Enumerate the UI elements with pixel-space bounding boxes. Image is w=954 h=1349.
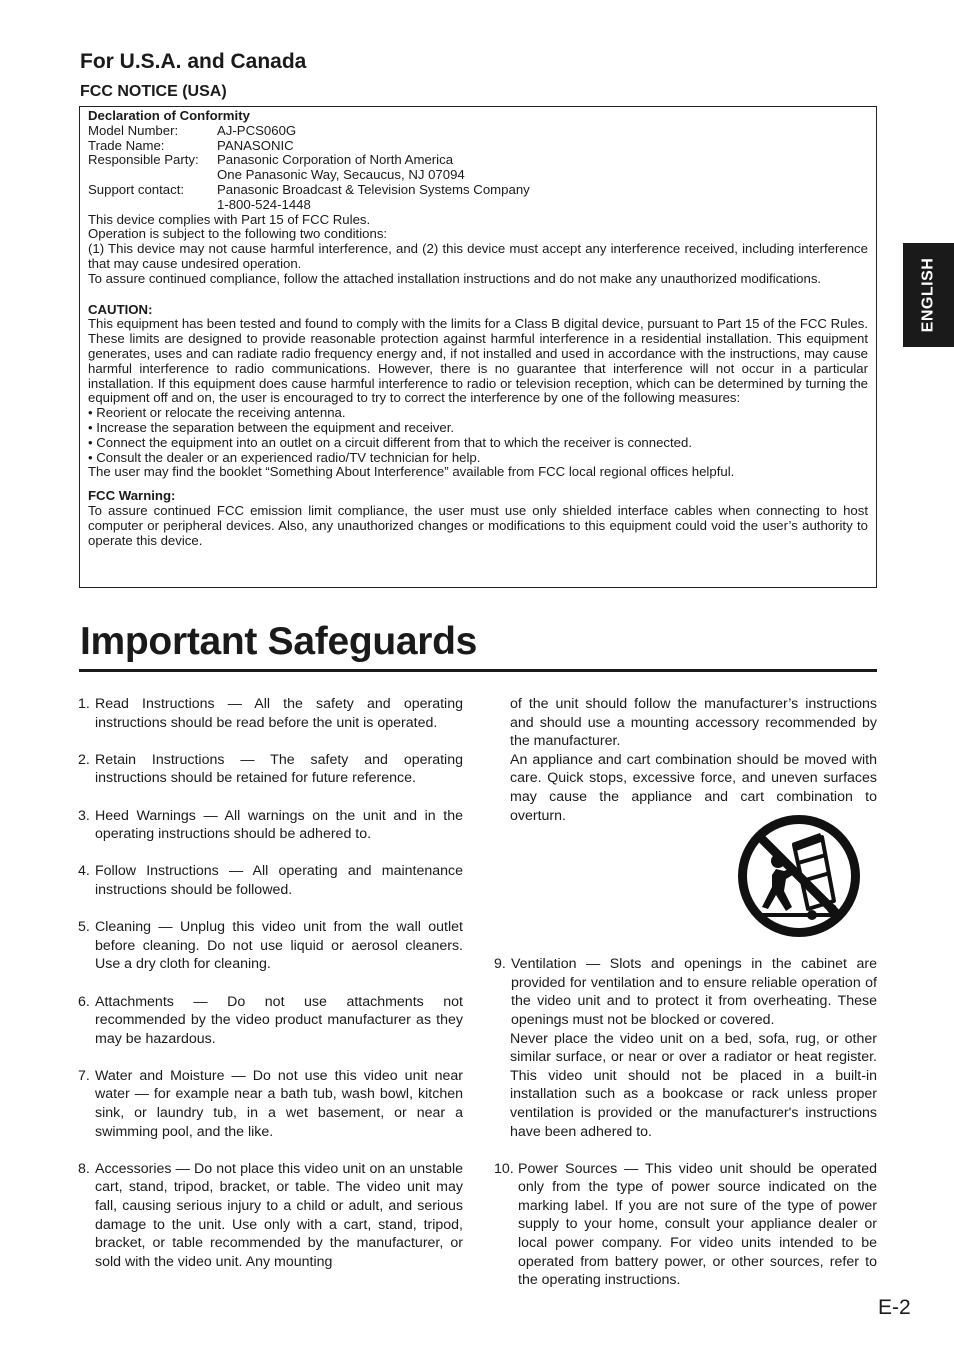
item-number: 1. bbox=[78, 696, 90, 712]
safeguards-right-column bbox=[494, 695, 877, 1290]
language-tab-label: ENGLISH bbox=[919, 257, 937, 333]
item8-cart-text: An appliance and cart combination should be moved with care. Quick stops, excessive force, and uneven surfaces may cause the appliance and cart combination to overturn. bbox=[510, 751, 877, 824]
language-tab bbox=[903, 243, 954, 347]
measure-item: • Consult the dealer or an experienced radio/TV technician for help. bbox=[88, 449, 481, 465]
conditions-text: (1) This device may not cause harmful interference, and (2) this device must accept any interference received, including interference that may cause undesired operation. bbox=[88, 241, 868, 271]
safeguard-item bbox=[494, 955, 877, 1029]
fcc-warning-heading: FCC Warning: bbox=[88, 488, 176, 504]
item-text: Retain Instructions — The safety and operating instructions should be retained for future reference. bbox=[95, 751, 463, 787]
item-number: 4. bbox=[78, 863, 90, 880]
field-value: AJ-PCS060G bbox=[217, 122, 297, 138]
item-number: 6. bbox=[78, 993, 90, 1010]
safeguard-item bbox=[78, 993, 463, 1049]
field-value: PANASONIC bbox=[217, 137, 294, 153]
compliance-line: Operation is subject to the following two conditions: bbox=[88, 226, 388, 242]
caution-heading: CAUTION: bbox=[88, 301, 153, 317]
item-text: Accessories — Do not place this video unit on an unstable cart, stand, tripod, bracket, or table. The video unit may fall, causing serious injury to a child or adult, and serious damage to the unit. Use only with a cart, stand, tripod, bracket, or table recommended by the manufacturer, or sold with the video unit. Any mounting bbox=[95, 1160, 463, 1270]
continued-compliance-text: To assure continued compliance, follow the attached installation instructions and do not make any unauthorized modifications. bbox=[88, 270, 822, 286]
page-title: Important Safeguards bbox=[80, 620, 478, 663]
fcc-notice-box bbox=[79, 106, 877, 588]
safeguard-item bbox=[78, 862, 463, 899]
item-number: 7. bbox=[78, 1067, 90, 1084]
page-number: E-2 bbox=[878, 1296, 911, 1319]
item-text: Ventilation — Slots and openings in the cabinet are provided for ventilation and to ensure reliable operation of the video unit and to protect it from overheating. These openings must not be blocked or covered. bbox=[511, 956, 877, 1028]
measure-item: • Reorient or relocate the receiving antenna. bbox=[88, 405, 346, 421]
field-value: 1-800-524-1448 bbox=[217, 196, 311, 212]
field-label: Model Number: bbox=[88, 122, 179, 138]
cart-tip-warning-icon bbox=[738, 815, 860, 937]
region-title: For U.S.A. and Canada bbox=[80, 50, 307, 73]
field-label: Support contact: bbox=[88, 181, 185, 197]
safeguards-left-column bbox=[78, 695, 463, 1271]
measure-item: • Increase the separation between the equipment and receiver. bbox=[88, 419, 455, 435]
item-number: 8. bbox=[78, 1160, 90, 1177]
item-text: Read Instructions — All the safety and operating instructions should be read before the unit is operated. bbox=[95, 696, 463, 731]
field-responsible-party bbox=[88, 153, 868, 183]
fcc-warning-text: To assure continued FCC emission limit compliance, the user must use only shielded interface cables when connecting to host computer or peripheral devices. Also, any unauthorized changes or modifications to this equipment could void the user’s authority to operate this device. bbox=[88, 502, 868, 548]
field-label: Trade Name: bbox=[88, 137, 165, 153]
item-text: Attachments — Do not use attachments not recommended by the video product manufacturer as they may be hazardous. bbox=[95, 993, 463, 1047]
item-number: 10. bbox=[494, 1160, 514, 1177]
safeguard-item bbox=[78, 751, 463, 788]
compliance-line: This device complies with Part 15 of FCC Rules. bbox=[88, 211, 371, 227]
safeguard-item bbox=[78, 1067, 463, 1141]
booklet-text: The user may find the booklet “Something About Interference” available from FCC local regional offices helpful. bbox=[88, 464, 735, 480]
field-label: Responsible Party: bbox=[88, 152, 199, 168]
measure-item: • Connect the equipment into an outlet on a circuit different from that to which the receiver is connected. bbox=[88, 434, 693, 450]
item-number: 3. bbox=[78, 807, 90, 824]
field-support-contact bbox=[88, 183, 868, 213]
declaration-heading: Declaration of Conformity bbox=[88, 108, 250, 123]
safeguard-item bbox=[78, 695, 463, 732]
field-value: Panasonic Corporation of North America bbox=[217, 152, 454, 168]
fcc-notice-title: FCC NOTICE (USA) bbox=[80, 83, 227, 100]
safeguard-item bbox=[78, 807, 463, 844]
safeguard-item bbox=[78, 1160, 463, 1272]
item8-continued: of the unit should follow the manufacturer’s instructions and should use a mounting accessory recommended by the manufacturer. bbox=[510, 696, 877, 750]
safeguard-item bbox=[494, 1160, 877, 1290]
item-number: 5. bbox=[78, 919, 90, 936]
item-text: Heed Warnings — All warnings on the unit and in the operating instructions should be adhered to. bbox=[95, 807, 463, 843]
item-text: Water and Moisture — Do not use this video unit near water — for example near a bath tub, wash bowl, kitchen sink, or laundry tub, in a wet basement, or near a swimming pool, and the like. bbox=[95, 1067, 463, 1140]
field-trade-name bbox=[88, 139, 868, 154]
item-number: 2. bbox=[78, 751, 90, 768]
field-value: One Panasonic Way, Secaucus, NJ 07094 bbox=[217, 167, 465, 183]
item9-continued: Never place the video unit on a bed, sofa, rug, or other similar surface, or near or over a radiator or heat register. This video unit should not be placed in a built-in installation such as a bookcase or rack unless proper ventilation is provided or the manufacturer's instructions have been adhered to. bbox=[510, 1030, 877, 1140]
field-model-number bbox=[88, 124, 868, 139]
caution-text: This equipment has been tested and found to comply with the limits for a Class B digital device, pursuant to Part 15 of the FCC Rules. These limits are designed to provide reasonable protection against harmful interference in a residential installation. This equipment generates, uses and can radiate radio frequency energy and, if not installed and used in accordance with the instructions, may cause harmful interference to radio communications. However, there is no guarantee that interference will not occur in a particular installation. If this equipment does cause harmful interference to radio or television reception, which can be determined by turning the equipment off and on, the user is encouraged to try to correct the interference by one of the following measures: bbox=[88, 316, 868, 406]
item-text: Power Sources — This video unit should be operated only from the type of power source indicated on the marking label. If you are not sure of the type of power supply to your home, consult your appliance dealer or local power company. For video units intended to be operated from battery power, or other sources, refer to the operating instructions. bbox=[518, 1160, 877, 1289]
item-number: 9. bbox=[494, 956, 506, 973]
safeguard-item bbox=[78, 918, 463, 974]
item-text: Follow Instructions — All operating and maintenance instructions should be followed. bbox=[95, 863, 463, 898]
title-rule bbox=[79, 669, 877, 672]
item-text: Cleaning — Unplug this video unit from the wall outlet before cleaning. Do not use liquid or aerosol cleaners. Use a dry cloth for cleaning. bbox=[95, 919, 463, 973]
field-value: Panasonic Broadcast & Television Systems Company bbox=[217, 181, 530, 197]
